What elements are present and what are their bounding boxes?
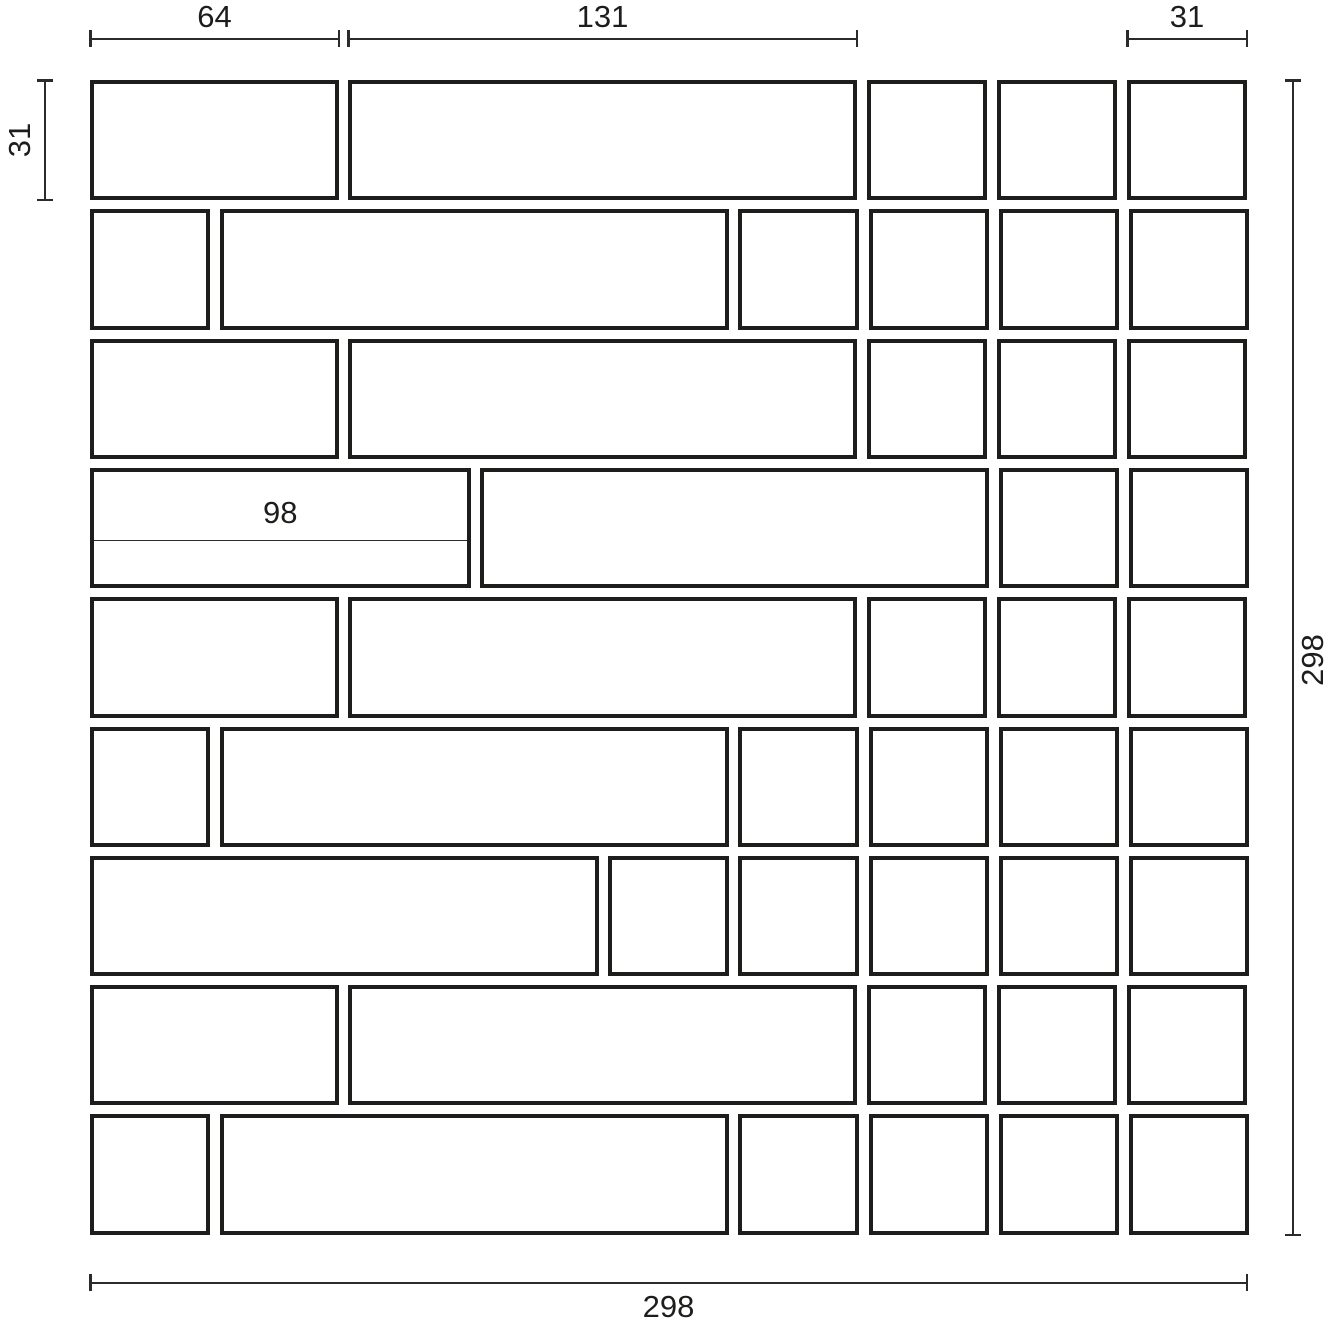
tile-r4-3 [999, 468, 1119, 588]
tile-r7-6 [1129, 856, 1249, 976]
tile-r9-4 [869, 1114, 989, 1234]
tile-r2-6 [1129, 209, 1249, 329]
tile-r9-5 [999, 1114, 1119, 1234]
tile-r3-1 [90, 339, 339, 459]
dimension-tick [1246, 30, 1249, 47]
tile-r2-3 [738, 209, 858, 329]
tile-r1-4 [997, 80, 1117, 200]
tile-r7-1 [90, 856, 599, 976]
tile-r7-4 [869, 856, 989, 976]
left-dimension-31-label: 31 [2, 122, 37, 158]
tile-r8-3 [867, 985, 987, 1105]
top-dimension-131-label: 131 [576, 0, 629, 34]
dimension-line [1292, 80, 1294, 1235]
dimension-line [44, 80, 46, 200]
inner-dimension-line [94, 540, 467, 542]
tile-r2-2 [220, 209, 729, 329]
dimension-tick [1285, 1234, 1301, 1237]
top-dimension-64-label: 64 [197, 0, 232, 34]
top-dimension-31 [1127, 0, 1247, 48]
tile-r9-6 [1129, 1114, 1249, 1234]
tile-r1-2 [348, 80, 857, 200]
tile-r6-3 [738, 727, 858, 847]
tile-r6-6 [1129, 727, 1249, 847]
tile-r7-2 [608, 856, 728, 976]
dimension-tick [89, 1274, 92, 1291]
tile-r2-1 [90, 209, 210, 329]
tile-r3-2 [348, 339, 857, 459]
tile-r4-4 [1129, 468, 1249, 588]
tile-r1-1 [90, 80, 339, 200]
tile-r6-5 [999, 727, 1119, 847]
tile-r2-5 [999, 209, 1119, 329]
tile-r9-1 [90, 1114, 210, 1234]
tile-r5-3 [867, 597, 987, 717]
tile-r9-2 [220, 1114, 729, 1234]
tile-r5-2 [348, 597, 857, 717]
tile-r5-1 [90, 597, 339, 717]
tile-r8-1 [90, 985, 339, 1105]
tile-r8-5 [1127, 985, 1247, 1105]
tile-r7-5 [999, 856, 1119, 976]
tile-r8-2 [348, 985, 857, 1105]
dimension-tick [37, 79, 53, 82]
top-dimension-31-label: 31 [1169, 0, 1205, 34]
tile-r6-2 [220, 727, 729, 847]
dimension-tick [347, 30, 350, 47]
dimension-tick [856, 30, 859, 47]
left-dimension-31 [44, 80, 46, 200]
tile-r2-4 [869, 209, 989, 329]
dimension-tick [1126, 30, 1129, 47]
dimension-line [348, 38, 857, 40]
tile-r5-4 [997, 597, 1117, 717]
tile-r5-5 [1127, 597, 1247, 717]
tile-r6-1 [90, 727, 210, 847]
tile-r1-3 [867, 80, 987, 200]
tile-r3-5 [1127, 339, 1247, 459]
bottom-dimension-298-label: 298 [642, 1289, 695, 1322]
tile-r9-3 [738, 1114, 858, 1234]
tile-r7-3 [738, 856, 858, 976]
dimension-line [90, 38, 339, 40]
top-dimension-131 [348, 0, 857, 48]
tile-r8-4 [997, 985, 1117, 1105]
tile-r3-4 [997, 339, 1117, 459]
dimension-tick [338, 30, 341, 47]
dimension-line [1127, 38, 1247, 40]
tile-r4-2 [480, 468, 989, 588]
tile-r3-3 [867, 339, 987, 459]
right-dimension-298 [1292, 80, 1294, 1235]
right-dimension-298-label: 298 [1295, 634, 1330, 686]
bottom-dimension-298 [90, 1275, 1247, 1322]
top-dimension-64 [90, 0, 339, 48]
dimension-tick [1246, 1274, 1249, 1291]
dimension-tick [37, 199, 53, 202]
dimension-tick [89, 30, 92, 47]
tile-r1-5 [1127, 80, 1247, 200]
inner-dimension-98-label: 98 [263, 494, 298, 530]
tile-r4-1 [90, 468, 471, 588]
dimension-tick [1285, 79, 1301, 82]
dimension-line [90, 1282, 1247, 1284]
tile-r6-4 [869, 727, 989, 847]
